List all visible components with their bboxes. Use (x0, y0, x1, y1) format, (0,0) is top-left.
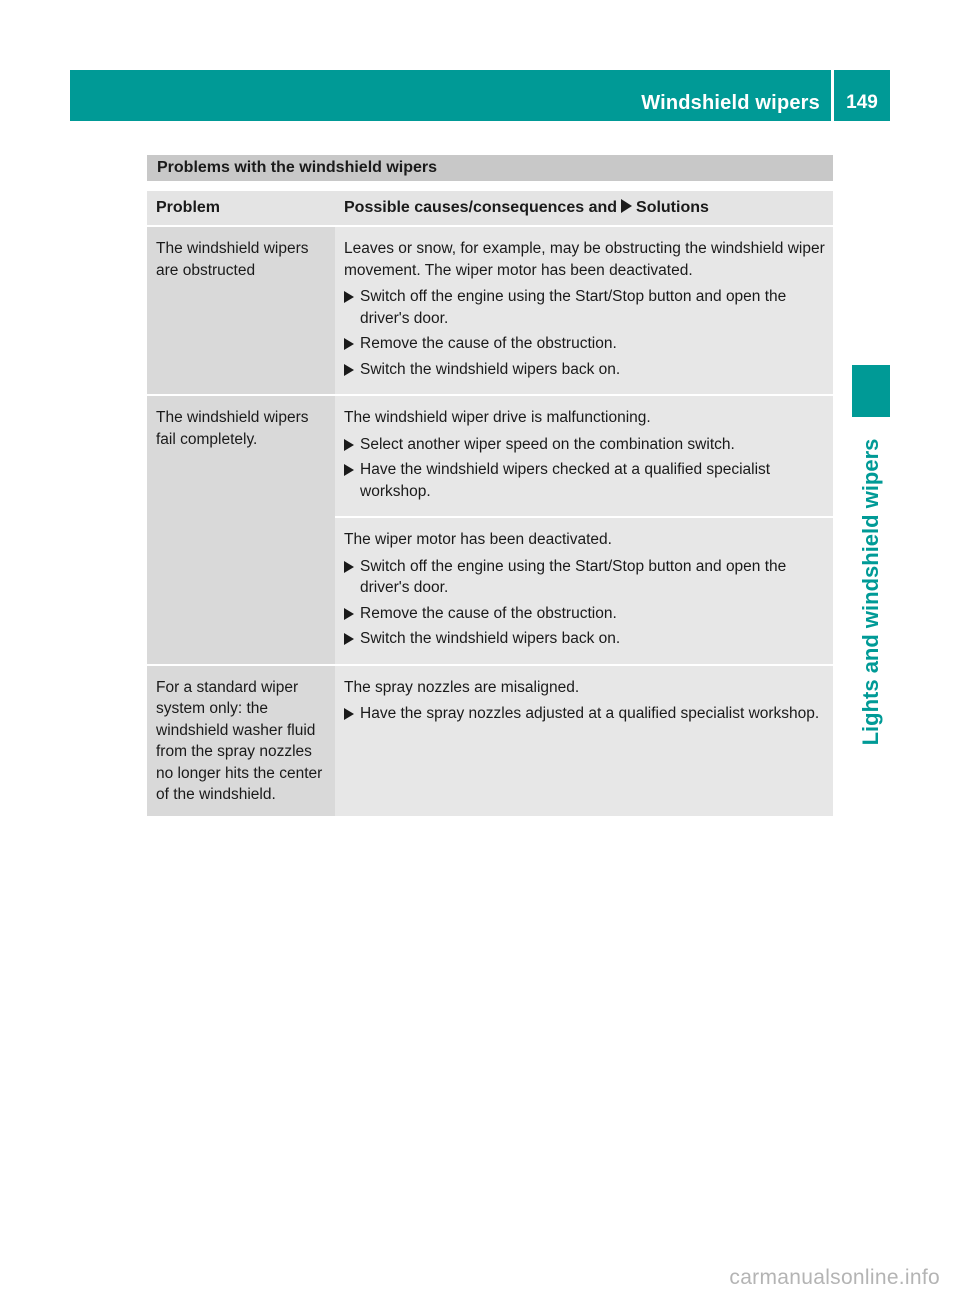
cause-text: The windshield wiper drive is malfunctioning. (344, 409, 651, 426)
solution-step (344, 556, 827, 599)
table-body (147, 227, 833, 816)
cause-cell (335, 227, 833, 394)
arrow-icon (344, 439, 354, 451)
table-row (147, 666, 833, 816)
problem-cell: The windshield wipers are obstructed (147, 227, 335, 394)
arrow-icon (344, 708, 354, 720)
cause-cell (335, 666, 833, 816)
solution-step-text: Switch off the engine using the Start/Stop button and open the driver's door. (360, 288, 787, 327)
header-bar (70, 70, 890, 121)
solution-step (344, 359, 827, 381)
column-header-solutions-label: Solutions (636, 199, 709, 216)
solution-steps (344, 286, 827, 380)
solution-step (344, 628, 827, 650)
watermark: carmanualsonline.info (729, 1266, 940, 1289)
problem-cell: For a standard wiper system only: the windshield washer fluid from the spray nozzles no longer hits the center of the windshield. (147, 666, 335, 816)
cause-text: Leaves or snow, for example, may be obstructing the windshield wiper movement. The wiper motor has been deactivated. (344, 240, 825, 279)
problem-cell: The windshield wipers fail completely. (147, 396, 335, 664)
column-header-causes (335, 191, 833, 225)
solution-steps (344, 703, 827, 725)
solution-step (344, 459, 827, 502)
arrow-icon (344, 291, 354, 303)
arrow-icon (344, 561, 354, 573)
arrow-icon (344, 464, 354, 476)
solution-step-text: Have the spray nozzles adjusted at a qualified specialist workshop. (360, 705, 820, 722)
solution-step (344, 703, 827, 725)
table-row (147, 227, 833, 394)
arrow-icon (344, 633, 354, 645)
column-header-problem-label: Problem (156, 199, 221, 216)
solution-steps (344, 556, 827, 650)
table-row (147, 396, 833, 516)
cause-cell (335, 518, 833, 664)
solution-step (344, 603, 827, 625)
cause-text: The spray nozzles are misaligned. (344, 678, 580, 696)
column-header-problem (147, 191, 335, 225)
solution-step (344, 434, 827, 456)
solution-step-text: Select another wiper speed on the combination switch. (360, 435, 735, 453)
page-number: 149 (846, 92, 878, 113)
cause-cell (335, 396, 833, 516)
table-header-row (147, 191, 833, 225)
solution-step-text: Switch the windshield wipers back on. (360, 360, 621, 378)
arrow-icon (621, 199, 632, 213)
section-title: Windshield wipers (641, 92, 820, 114)
solution-step-text: Switch the windshield wipers back on. (360, 630, 621, 647)
cause-text: The wiper motor has been deactivated. (344, 531, 612, 548)
troubleshooting-table (147, 189, 833, 818)
solution-step-text: Have the windshield wipers checked at a qualified specialist workshop. (360, 461, 771, 500)
chapter-tab-marker (852, 365, 890, 417)
solution-step-text: Remove the cause of the obstruction. (360, 335, 617, 352)
solution-step-text: Remove the cause of the obstruction. (360, 604, 617, 622)
solution-step (344, 333, 827, 355)
arrow-icon (344, 364, 354, 376)
solution-steps (344, 434, 827, 503)
column-header-causes-label: Possible causes/consequences and (344, 199, 618, 216)
solution-step-text: Switch off the engine using the Start/Stop button and open the driver's door. (360, 557, 787, 596)
arrow-icon (344, 608, 354, 620)
arrow-icon (344, 338, 354, 350)
table-title: Problems with the windshield wipers (147, 155, 833, 181)
solution-step (344, 286, 827, 329)
chapter-title: Lights and windshield wipers (858, 438, 883, 746)
